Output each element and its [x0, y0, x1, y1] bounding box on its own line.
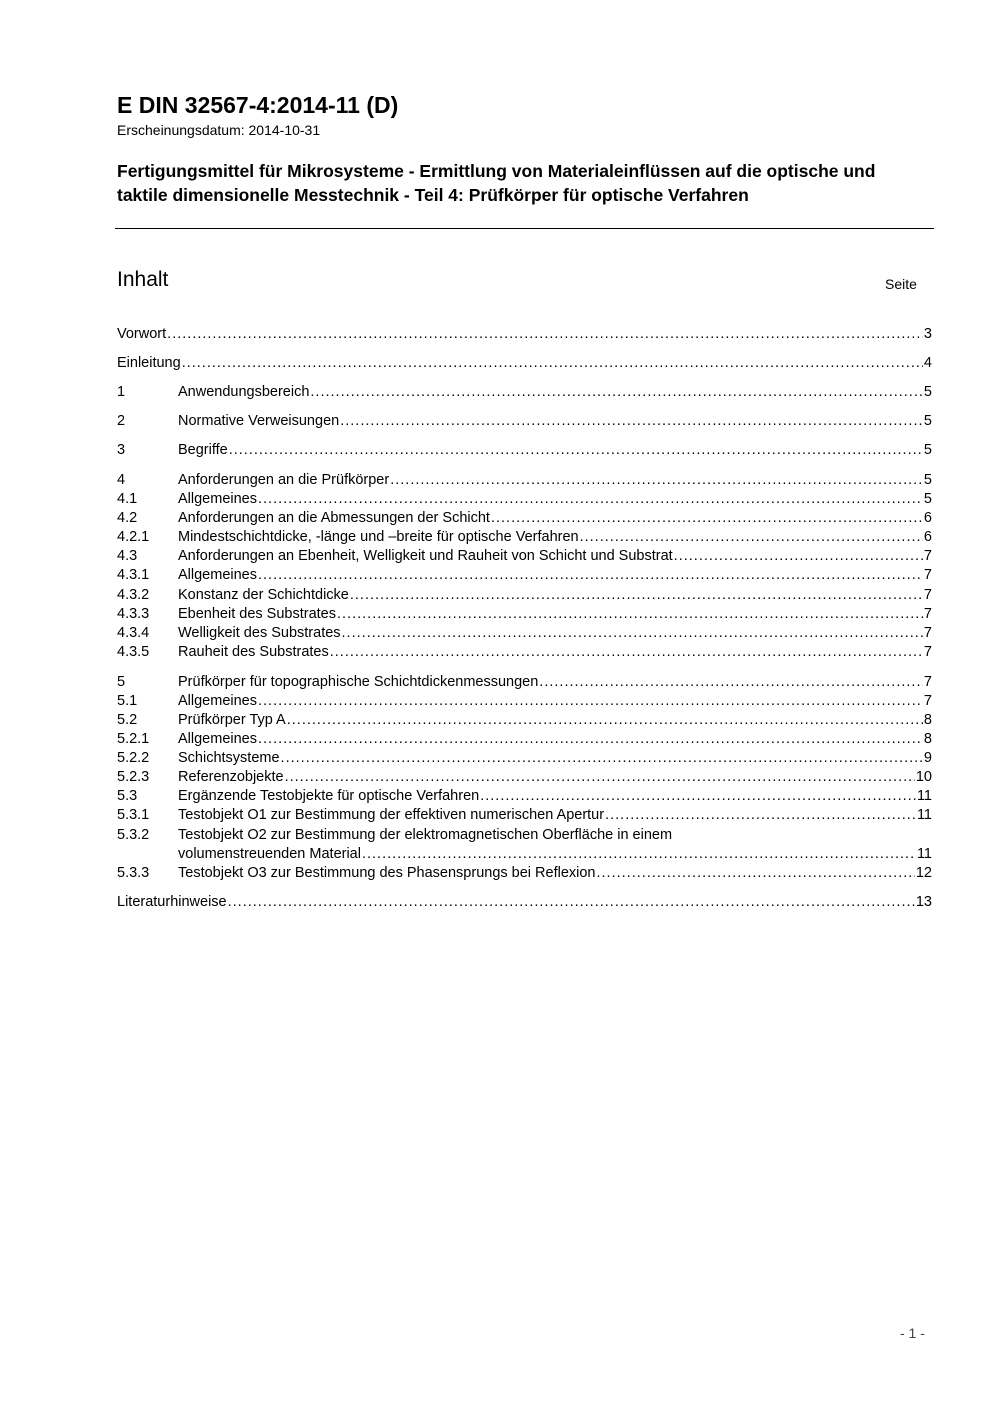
- toc-entry[interactable]: [117, 730, 932, 749]
- title-divider: [115, 228, 934, 229]
- toc-entry[interactable]: [117, 354, 932, 373]
- toc-entry-number: 4.2: [117, 510, 138, 526]
- toc-entry-number: 2: [117, 413, 126, 429]
- toc-entry-number: 5.1: [117, 693, 138, 709]
- toc-entry-page: 12: [915, 865, 932, 881]
- toc-entry-title-continuation: volumenstreuenden Material: [178, 846, 361, 862]
- toc-entry[interactable]: [117, 547, 932, 566]
- toc-dot-leader: [597, 864, 915, 883]
- toc-dot-leader: [491, 509, 923, 528]
- toc-dot-leader: [287, 711, 923, 730]
- toc-entry-page: 4: [923, 355, 932, 371]
- toc-entry-title: Literaturhinweise: [117, 894, 227, 910]
- toc-entry-page: 7: [923, 644, 932, 660]
- toc-dot-leader: [342, 624, 923, 643]
- toc-entry[interactable]: [117, 692, 932, 711]
- toc-entry-number: 4.3.1: [117, 567, 150, 583]
- toc-entry-page: 11: [916, 807, 932, 823]
- toc-entry-title: Prüfkörper Typ A: [178, 712, 286, 728]
- toc-dot-leader: [605, 806, 916, 825]
- document-title: Fertigungsmittel für Mikrosysteme - Ermittlung von Materialeinflüssen auf die optische und taktile dimensionelle Messtechnik - Teil 4: Prüfkörper für optische Verfahren: [117, 161, 876, 205]
- toc-entry-title: Prüfkörper für topographische Schichtdickenmessungen: [178, 674, 539, 690]
- toc-entry-number: 5.2.1: [117, 731, 150, 747]
- toc-entry-number: 4.1: [117, 491, 138, 507]
- toc-entry-title: Allgemeines: [178, 567, 257, 583]
- toc-entry[interactable]: [117, 643, 932, 662]
- toc-entry-title: Anforderungen an die Abmessungen der Schicht: [178, 510, 490, 526]
- toc-entry[interactable]: [117, 383, 932, 402]
- toc-entry-page: 9: [923, 750, 932, 766]
- toc-dot-leader: [182, 354, 923, 373]
- toc-entry-number: 4: [117, 472, 126, 488]
- toc-entry[interactable]: [117, 864, 932, 883]
- toc-entry-title: Anwendungsbereich: [178, 384, 310, 400]
- document-code: E DIN 32567-4:2014-11 (D): [117, 92, 399, 118]
- toc-entry-page: 13: [915, 894, 932, 910]
- toc-entry-number: 5.2.3: [117, 769, 150, 785]
- toc-dot-leader: [350, 586, 923, 605]
- toc-entry-title: Anforderungen an die Prüfkörper: [178, 472, 390, 488]
- toc-entry-number: 5.3.2: [117, 827, 150, 843]
- publication-date: Erscheinungsdatum: 2014-10-31: [117, 122, 321, 138]
- toc-entry[interactable]: [117, 605, 932, 624]
- toc-entry-page: 6: [923, 510, 932, 526]
- toc-entry-title: Normative Verweisungen: [178, 413, 340, 429]
- toc-entry-title: Konstanz der Schichtdicke: [178, 587, 349, 603]
- toc-entry-title: Einleitung: [117, 355, 181, 371]
- toc-entry[interactable]: [117, 787, 932, 806]
- toc-entry-page: 5: [923, 413, 932, 429]
- toc-entry[interactable]: [117, 624, 932, 643]
- toc-entry-title: Testobjekt O1 zur Bestimmung der effektiven numerischen Apertur: [178, 807, 605, 823]
- toc-entry-page: 7: [923, 606, 932, 622]
- toc-entry-title: Testobjekt O2 zur Bestimmung der elektromagnetischen Oberfläche in einem: [178, 827, 673, 843]
- toc-entry-page: 7: [923, 625, 932, 641]
- toc-entry-title: Schichtsysteme: [178, 750, 280, 766]
- toc-entry-page: 8: [923, 731, 932, 747]
- toc-entry[interactable]: [117, 893, 932, 912]
- toc-entry-title: Allgemeines: [178, 693, 257, 709]
- toc-entry-page: 5: [923, 472, 932, 488]
- toc-entry[interactable]: [117, 673, 932, 692]
- footer-page-number: - 1 -: [900, 1325, 925, 1341]
- toc-entry-title: Anforderungen an Ebenheit, Welligkeit und Rauheit von Schicht und Substrat: [178, 548, 673, 564]
- toc-entry-number: 4.3.4: [117, 625, 150, 641]
- toc-dot-leader: [258, 490, 923, 509]
- toc-entry-page: 3: [923, 326, 932, 342]
- toc-entry[interactable]: [117, 509, 932, 528]
- toc-entry-title: Referenzobjekte: [178, 769, 284, 785]
- toc-entry-page: 11: [916, 846, 932, 862]
- toc-entry[interactable]: [117, 806, 932, 825]
- toc-dot-leader: [580, 528, 923, 547]
- toc-dot-leader: [539, 673, 923, 692]
- toc-dot-leader: [258, 692, 923, 711]
- toc-entry-number: 4.3.3: [117, 606, 150, 622]
- toc-entry-title: Testobjekt O3 zur Bestimmung des Phasensprungs bei Reflexion: [178, 865, 596, 881]
- toc-entry[interactable]: [117, 711, 932, 730]
- toc-entry[interactable]: [117, 566, 932, 585]
- toc-entry-title: Vorwort: [117, 326, 167, 342]
- toc-entry[interactable]: [117, 325, 932, 344]
- toc-entry-title: Ebenheit des Substrates: [178, 606, 336, 622]
- toc-dot-leader: [285, 768, 915, 787]
- toc-heading: Inhalt: [117, 268, 169, 291]
- toc-entry-number: 4.3.5: [117, 644, 150, 660]
- toc-dot-leader: [310, 383, 923, 402]
- toc-dot-leader: [229, 441, 923, 460]
- toc-entry-number: 3: [117, 442, 126, 458]
- toc-entry[interactable]: [117, 441, 932, 460]
- toc-dot-leader: [337, 605, 923, 624]
- toc-entry-page: 7: [923, 548, 932, 564]
- toc-dot-leader: [340, 412, 923, 431]
- toc-entry-number: 1: [117, 384, 126, 400]
- toc-dot-leader: [258, 730, 923, 749]
- toc-dot-leader: [480, 787, 916, 806]
- toc-entry[interactable]: [117, 471, 932, 490]
- toc-entry-number: 5.3.1: [117, 807, 150, 823]
- toc-entry-title: Allgemeines: [178, 731, 257, 747]
- toc-page-column-label: Seite: [885, 276, 917, 292]
- toc-entry-title: Allgemeines: [178, 491, 257, 507]
- toc-entry-number: 5.3.3: [117, 865, 150, 881]
- toc-entry-page: 7: [923, 587, 932, 603]
- toc-entry-title: Rauheit des Substrates: [178, 644, 329, 660]
- toc-entry-number: 4.2.1: [117, 529, 150, 545]
- toc-entry[interactable]: [117, 749, 932, 768]
- toc-entry-page: 7: [923, 567, 932, 583]
- toc-entry-number: 5.2: [117, 712, 138, 728]
- toc-entry-title: Ergänzende Testobjekte für optische Verfahren: [178, 788, 480, 804]
- toc-entry-number: 5.2.2: [117, 750, 150, 766]
- toc-entry-page: 10: [915, 769, 932, 785]
- toc-entry[interactable]: [117, 586, 932, 605]
- toc-entry-title: Begriffe: [178, 442, 228, 458]
- toc-entry-page: 6: [923, 529, 932, 545]
- toc-entry[interactable]: [117, 490, 932, 509]
- toc-entry-title: Mindestschichtdicke, -länge und –breite für optische Verfahren: [178, 529, 579, 545]
- toc-dot-leader: [281, 749, 923, 768]
- toc-entry[interactable]: [117, 528, 932, 547]
- toc-entry-page: 5: [923, 491, 932, 507]
- toc-dot-leader: [390, 471, 923, 490]
- toc-entry-number: 4.3: [117, 548, 138, 564]
- toc-entry-page: 7: [923, 674, 932, 690]
- toc-dot-leader: [167, 325, 923, 344]
- toc-entry-page: 8: [923, 712, 932, 728]
- toc-entry[interactable]: [117, 412, 932, 431]
- toc-dot-leader: [674, 547, 923, 566]
- toc-entry-page: 5: [923, 442, 932, 458]
- toc-entry-page: 7: [923, 693, 932, 709]
- toc-entry-number: 4.3.2: [117, 587, 150, 603]
- toc-dot-leader: [258, 566, 923, 585]
- toc-entry-number: 5.3: [117, 788, 138, 804]
- toc-entry-title: Welligkeit des Substrates: [178, 625, 341, 641]
- toc-dot-leader: [330, 643, 923, 662]
- toc-dot-leader: [228, 893, 915, 912]
- toc-entry-number: 5: [117, 674, 126, 690]
- toc-entry-page: 5: [923, 384, 932, 400]
- toc-entry[interactable]: [117, 768, 932, 787]
- toc-entry[interactable]: [117, 826, 932, 864]
- toc-entry-page: 11: [916, 788, 932, 804]
- toc-dot-leader: [362, 845, 916, 864]
